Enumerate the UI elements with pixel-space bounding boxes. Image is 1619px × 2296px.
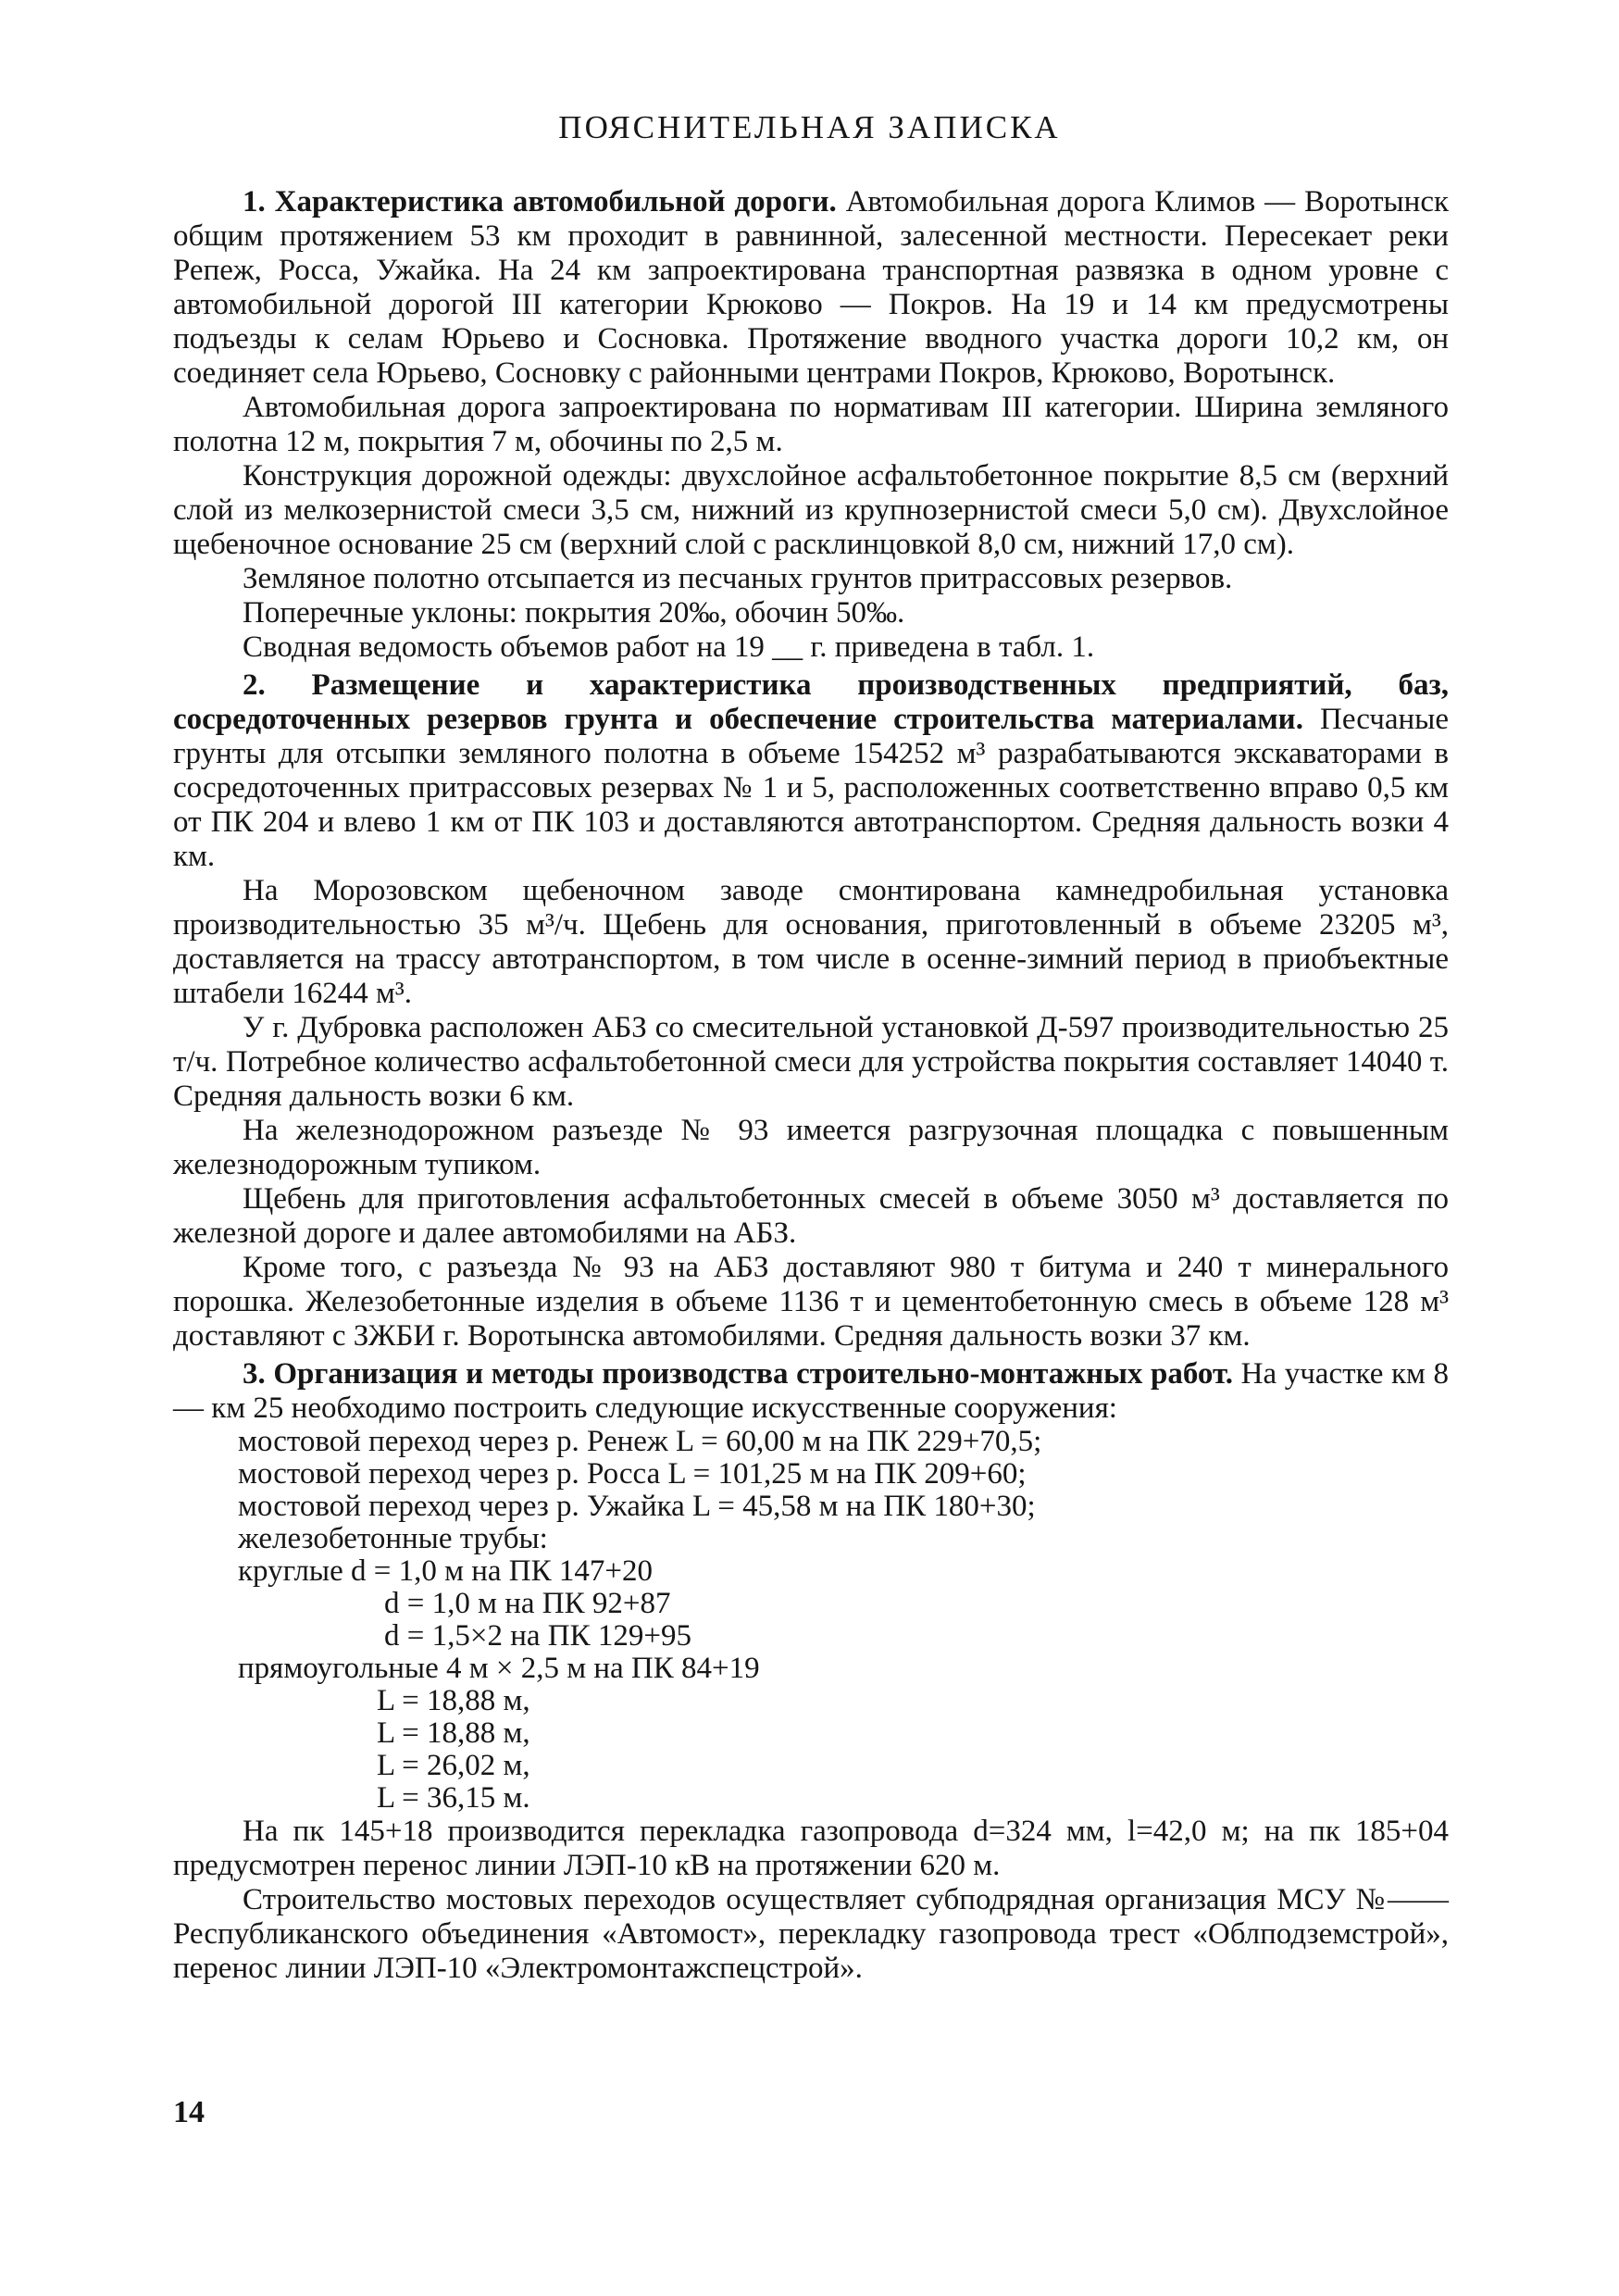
section-1-paragraph (173, 185, 1449, 391)
paragraph: Поперечные уклоны: покрытия 20‰, обочин 50‰. (243, 596, 905, 630)
list-item: мостовой переход через р. Ренеж L = 60,00 м на ПК 229+70,5; (238, 1425, 1042, 1458)
section-1-text: Автомобильная дорога Климов — Воротынск общим протяжением 53 км проходит в равнинной, залесенной местности. Пересекает реки Репеж, Росса, Ужайка. На 24 км запроектирована транспортная развязка в одном уровне с автомобильной дорогой III категории Крюково — Покров. На 19 и 14 км предусмотрены подъезды к селам Юрьево и Сосновка. Протяжение вводного участка дороги 10,2 км, он соединяет села Юрьево, Сосновку с районными центрами Покров, Крюково, Воротынск. (173, 185, 1450, 390)
section-2-text: Песчаные грунты для отсыпки земляного полотна в объеме 154252 м³ разрабатываются экскаваторами в сосредоточенных притрассовых резервах № 1 и 5, расположенных соответственно вправо 0,5 км от ПК 204 и влево 1 км от ПК 103 и доставляются автотранспортом. Средняя дальность возки 4 км. (173, 703, 1449, 873)
section-3-text: На участке км 8 — км 25 необходимо построить следующие искусственные сооружения: (173, 1357, 1450, 1425)
list-item: L = 36,15 м. (377, 1781, 530, 1815)
list-item: L = 26,02 м, (377, 1749, 530, 1782)
paragraph: На Морозовском щебеночном заводе смонтирована камнедробильная установка производительностью 35 м³/ч. Щебень для основания, приготовленный в объеме 23205 м³, доставляется на трассу автотранспортом, в том числе в осенне-зимний период в приобъектные штабели 16244 м³. (173, 874, 1449, 1010)
paragraph: Земляное полотно отсыпается из песчаных грунтов притрассовых резервов. (243, 562, 1233, 595)
paragraph: На пк 145+18 производится перекладка газопровода d=324 мм, l=42,0 м; на пк 185+04 предусмотрен перенос линии ЛЭП-10 кВ на протяжении 620 м. (173, 1815, 1449, 1882)
list-item: L = 18,88 м, (377, 1684, 530, 1717)
paragraph: Конструкция дорожной одежды: двухслойное асфальтобетонное покрытие 8,5 см (верхний слой из мелкозернистой смеси 3,5 см, нижний из крупнозернистой смеси 5,0 см). Двухслойное щебеночное основание 25 см (верхний слой с расклинцовкой 8,0 см, нижний 17,0 см). (173, 459, 1449, 561)
page-number: 14 (173, 2095, 205, 2129)
list-item: d = 1,0 м на ПК 92+87 (384, 1587, 671, 1620)
paragraph: Кроме того, с разъезда № 93 на АБЗ доставляют 980 т битума и 240 т минерального порошка. Железобетонные изделия в объеме 1136 т и цементобетонную смесь в объеме 128 м³ доставляют с ЗЖБИ г. Воротынска автомобилями. Средняя дальность возки 37 км. (173, 1251, 1449, 1353)
section-1-heading: 1. Характеристика автомобильной дороги. (243, 185, 837, 218)
section-2-paragraph (173, 668, 1449, 874)
list-item: L = 18,88 м, (377, 1716, 530, 1750)
list-item: мостовой переход через р. Росса L = 101,25 м на ПК 209+60; (238, 1457, 1027, 1491)
paragraph: Автомобильная дорога запроектирована по нормативам III категории. Ширина земляного полотна 12 м, покрытия 7 м, обочины по 2,5 м. (173, 391, 1449, 458)
document-body (173, 185, 1449, 1986)
section-3-heading: 3. Организация и методы производства строительно-монтажных работ. (243, 1357, 1233, 1391)
list-item: круглые d = 1,0 м на ПК 147+20 (238, 1554, 653, 1588)
paragraph: На железнодорожном разъезде № 93 имеется разгрузочная площадка с повышенным железнодорожным тупиком. (173, 1114, 1449, 1181)
paragraph: Щебень для приготовления асфальтобетонных смесей в объеме 3050 м³ доставляется по железной дороге и далее автомобилями на АБЗ. (173, 1182, 1449, 1250)
list-item: мостовой переход через р. Ужайка L = 45,58 м на ПК 180+30; (238, 1490, 1036, 1523)
list-item: d = 1,5×2 на ПК 129+95 (384, 1619, 691, 1653)
paragraph: Строительство мостовых переходов осуществляет субподрядная организация МСУ №—— Республиканского объединения «Автомост», перекладку газопровода трест «Облподземстрой», перенос линии ЛЭП-10 «Электромонтажспецстрой». (173, 1883, 1449, 1985)
section-2-heading: 2. Размещение и характеристика производственных предприятий, баз, сосредоточенных резервов грунта и обеспечение строительства материалами. (173, 668, 1449, 736)
list-item: прямоугольные 4 м × 2,5 м на ПК 84+19 (238, 1652, 760, 1685)
paragraph: Сводная ведомость объемов работ на 19 __ г. приведена в табл. 1. (243, 630, 1095, 664)
list-item: железобетонные трубы: (238, 1522, 548, 1555)
structures-list (238, 1426, 1449, 1815)
page-title: ПОЯСНИТЕЛЬНАЯ ЗАПИСКА (558, 109, 1061, 145)
section-3-paragraph (173, 1357, 1449, 1426)
paragraph: У г. Дубровка расположен АБЗ со смесительной установкой Д-597 производительностью 25 т/ч. Потребное количество асфальтобетонной смеси для устройства покрытия составляет 14040 т. Средняя дальность возки 6 км. (173, 1011, 1449, 1113)
